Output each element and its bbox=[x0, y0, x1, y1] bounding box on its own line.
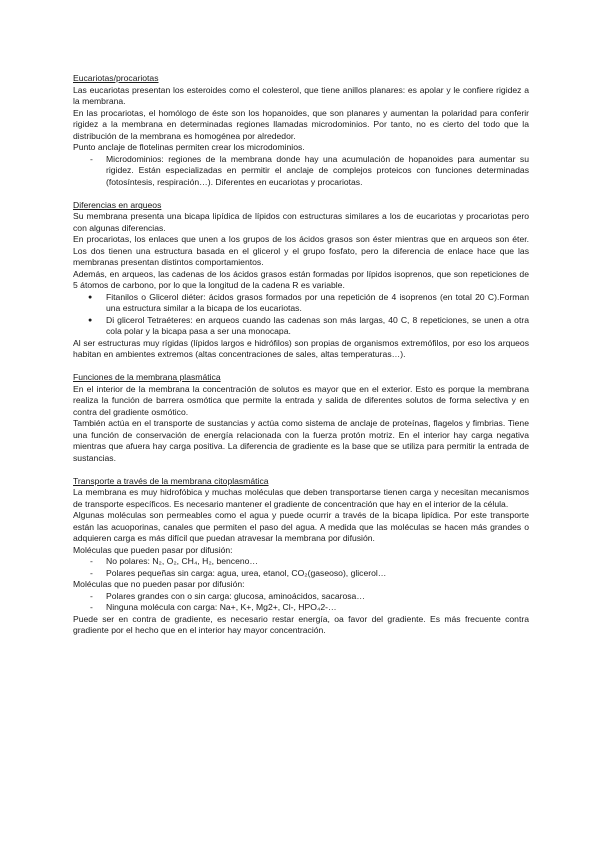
section-arqueos bbox=[73, 200, 529, 361]
paragraph: Además, en arqueos, las cadenas de los ácidos grasos están formadas por lípidos isoprenos, que son repeticiones de 5 átomos de carbono, por lo que la longitud de la cadena R es variable. bbox=[73, 268, 529, 290]
paragraph: Algunas moléculas son permeables como el agua y puede ocurrir a través de la bicapa lipídica. Por este transporte están las acuoporinas, canales que permiten el paso del agua. A medida que las moléculas se hacen más grandes o adquieren carga es más difícil que puedan atravesar la membrana por difusión. bbox=[73, 510, 529, 543]
list-item: - Ninguna molécula con carga: Na+, K+, Mg2+, Cl-, HPO₄2-… bbox=[73, 602, 529, 614]
dash-list bbox=[73, 556, 529, 579]
paragraph: En el interior de la membrana la concentración de solutos es mayor que en el exterior. Esto es porque la membrana realiza la función de barrera osmótica que permite la entrada y salida de diferentes solutos de forma selectiva y en contra del gradiente osmótico. bbox=[73, 383, 529, 417]
section-eucariotas bbox=[73, 73, 529, 188]
paragraph: La membrana es muy hidrofóbica y muchas moléculas que deben transportarse tienen carga y necesitan mecanismos de transporte específicos. Es necesario mantener el gradiente de concentración que hay en el interior de la célula. bbox=[73, 487, 529, 509]
list-item: ● Fitanilos o Glicerol diéter: ácidos grasos formados por una repetición de 4 isoprenos (en total 20 C).Forman una estructura similar a la bicapa de los eucariotas. bbox=[73, 292, 529, 315]
section-funciones bbox=[73, 372, 529, 464]
paragraph: Las eucariotas presentan los esteroides como el colesterol, que tiene anillos planares: es apolar y le confiere rigidez a la membrana. bbox=[73, 84, 529, 106]
paragraph: Al ser estructuras muy rígidas (lípidos largos e hidrófilos) son propias de organismos extremófilos, por eso los arqueos habitan en ambientes extremos (altas concentraciones de sales, altas temperaturas…). bbox=[73, 337, 529, 359]
paragraph: Moléculas que no pueden pasar por difusión: bbox=[73, 579, 245, 589]
paragraph: Punto anclaje de flotelinas permiten crear los microdominios. bbox=[73, 142, 305, 152]
paragraph: Su membrana presenta una bicapa lipídica de lípidos con estructuras similares a los de eucariotas y procariotas pero con algunas diferencias. bbox=[73, 211, 529, 233]
section-heading: Eucariotas/procariotas bbox=[73, 73, 159, 83]
bullet-list bbox=[73, 292, 529, 338]
list-item: - Polares grandes con o sin carga: glucosa, aminoácidos, sacarosa… bbox=[73, 591, 529, 603]
section-heading: Diferencias en arqueos bbox=[73, 199, 162, 210]
paragraph: También actúa en el transporte de sustancias y actúa como sistema de anclaje de proteínas, flagelos y fimbrias. Tiene una función de conservación de energía relacionada con la fuerza protón motriz. En el interior hay carga negativa mientras que afuera hay carga positiva. La diferencia de gradiente es la base que se utiliza para permitir la entrada de sustancias. bbox=[73, 418, 529, 463]
list-item: - Microdominios: regiones de la membrana donde hay una acumulación de hopanoides para aumentar su rigidez. Están especializadas en permitir el anclaje de complejos proteicos con funciones determinadas (fotosíntesis, respiración…). Diferentes en eucariotas y procariotas. bbox=[73, 154, 529, 189]
dash-list bbox=[73, 154, 529, 189]
list-item: ● Di glicerol Tetraéteres: en arqueos cuando las cadenas son más largas, 40 C, 8 repeticiones, se unen a otra cola polar y la bicapa pasa a ser una monocapa. bbox=[73, 315, 529, 338]
list-item: - No polares: N₂, O₂, CH₄, H₂, benceno… bbox=[73, 556, 529, 568]
paragraph: En las procariotas, el homólogo de éste son los hopanoides, que son planares y aumentan la polaridad para conferir rigidez a la membrana en determinadas regiones llamadas microdominios. Por tanto, no es cierto del todo que la distribución de la membrana es homogénea por alrededor. bbox=[73, 107, 529, 141]
section-heading: Transporte a través de la membrana citoplasmática bbox=[73, 475, 269, 486]
paragraph: Moléculas que pueden pasar por difusión: bbox=[73, 544, 233, 555]
dash-list bbox=[73, 591, 529, 614]
section-heading: Funciones de la membrana plasmática bbox=[73, 372, 221, 382]
paragraph: Puede ser en contra de gradiente, es necesario restar energía, oa favor del gradiente. Es más frecuente contra gradiente por el hecho que en el interior hay mayor concentración. bbox=[73, 613, 529, 635]
list-item: - Polares pequeñas sin carga: agua, urea, etanol, CO₂(gaseoso), glicerol… bbox=[73, 568, 529, 580]
document-page bbox=[73, 73, 529, 648]
paragraph: En procariotas, los enlaces que unen a los grupos de los ácidos grasos son éster mientras que en arqueos son éter. Los dos tienen una estructura basada en el glicerol y el grupo fosfato, pero la diferencia de enlace hace que las membranas presentan distintos comportamientos. bbox=[73, 234, 529, 267]
section-transporte bbox=[73, 476, 529, 637]
